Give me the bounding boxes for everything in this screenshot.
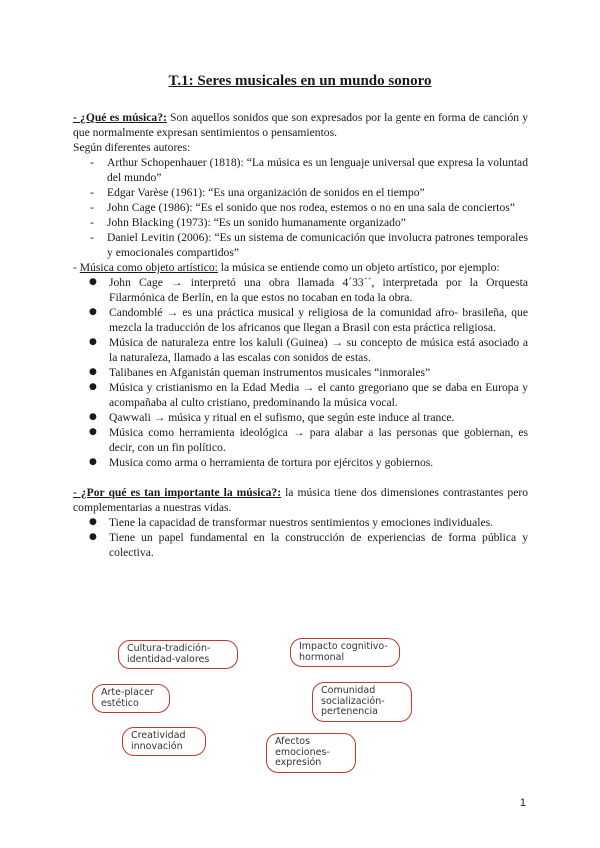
list-item: ● Tiene la capacidad de transformar nuestros sentimientos y emociones individuales. <box>73 515 528 530</box>
list-item: ● Talibanes en Afganistán queman instrumentos musicales “inmorales” <box>73 365 528 380</box>
list-item: - Edgar Varèse (1961): “Es una organización de sonidos en el tiempo” <box>73 185 528 200</box>
list-item: ● Música como herramienta ideológica → para alabar a las personas que gobiernan, es decir, con un fin político. <box>73 425 528 455</box>
section-heading: - ¿Por qué es tan importante la música?: <box>73 486 282 499</box>
diagram-node-afectos: Afectos emociones-expresión <box>266 733 356 773</box>
list-item: ● Música de naturaleza entre los kaluli (Guinea) → su concepto de música está asociado a la naturaleza, llamado a las escalas con sonidos de estas. <box>73 335 528 365</box>
list-item: - Arthur Schopenhauer (1818): “La música es un lenguaje universal que expresa la voluntad del mundo” <box>73 155 528 185</box>
list-item: ● Candomblé → es una práctica musical y religiosa de la comunidad afro- brasileña, que mezcla la traducción de los africanos que llegan a Brasil con esta práctica religiosa. <box>73 305 528 335</box>
list-item: - Daniel Levitin (2006): “Es un sistema de comunicación que involucra patrones temporales y emocionales compartidos” <box>73 230 528 260</box>
diagram-node-cultura: Cultura-tradición-identidad-valores <box>118 640 238 669</box>
section-what-is-music <box>73 110 528 140</box>
list-item: ● Musica como arma o herramienta de tortura por ejércitos y gobiernos. <box>73 455 528 470</box>
list-item: - John Blacking (1973): “Es un sonido humanamente organizado” <box>73 215 528 230</box>
section-heading: - ¿Qué es música?: <box>73 111 167 124</box>
authors-intro: Según diferentes autores: <box>73 141 191 154</box>
document-body <box>73 110 528 560</box>
examples-list <box>73 275 528 470</box>
diagram-node-creatividad: Creatividad innovación <box>122 727 206 756</box>
diagram-node-comunidad: Comunidad socialización-pertenencia <box>312 682 412 722</box>
list-item: - John Cage (1986): “Es el sonido que nos rodea, estemos o no en una sala de conciertos” <box>73 200 528 215</box>
diagram-node-impacto: Impacto cognitivo-hormonal <box>290 638 400 667</box>
page-number: 1 <box>519 797 526 809</box>
list-item: ● John Cage → interpretó una obra llamada 4´33´´, interpretada por la Orquesta Filarmónica de Berlín, en la que estos no tocaban en toda la obra. <box>73 275 528 305</box>
dash-prefix: - <box>73 261 80 274</box>
authors-list <box>73 155 528 260</box>
section-heading: Música como objeto artístico: <box>79 261 218 274</box>
list-item: ● Música y cristianismo en la Edad Media → el canto gregoriano que se daba en Europa y acompañaba al culto cristiano, predominando la música vocal. <box>73 380 528 410</box>
list-item: ● Tiene un papel fundamental en la construcción de experiencias de forma pública y colectiva. <box>73 530 528 560</box>
section-text: la música se entiende como un objeto artístico, por ejemplo: <box>217 261 500 274</box>
section-importance <box>73 485 528 515</box>
importance-list <box>73 515 528 560</box>
list-item: ● Qawwali → música y ritual en el sufismo, que según este induce al trance. <box>73 410 528 425</box>
section-art-object <box>73 260 528 275</box>
diagram-node-arte: Arte-placer estético <box>92 684 170 713</box>
section-text: Son aquellos sonidos que son expresados por la gente en forma de canción y que normalmente expresan sentimientos o pensamientos. <box>73 111 529 139</box>
section-text: la música tiene dos dimensiones contrastantes pero complementarias a nuestras vidas. <box>73 486 528 514</box>
page-title: T.1: Seres musicales en un mundo sonoro <box>168 73 432 89</box>
